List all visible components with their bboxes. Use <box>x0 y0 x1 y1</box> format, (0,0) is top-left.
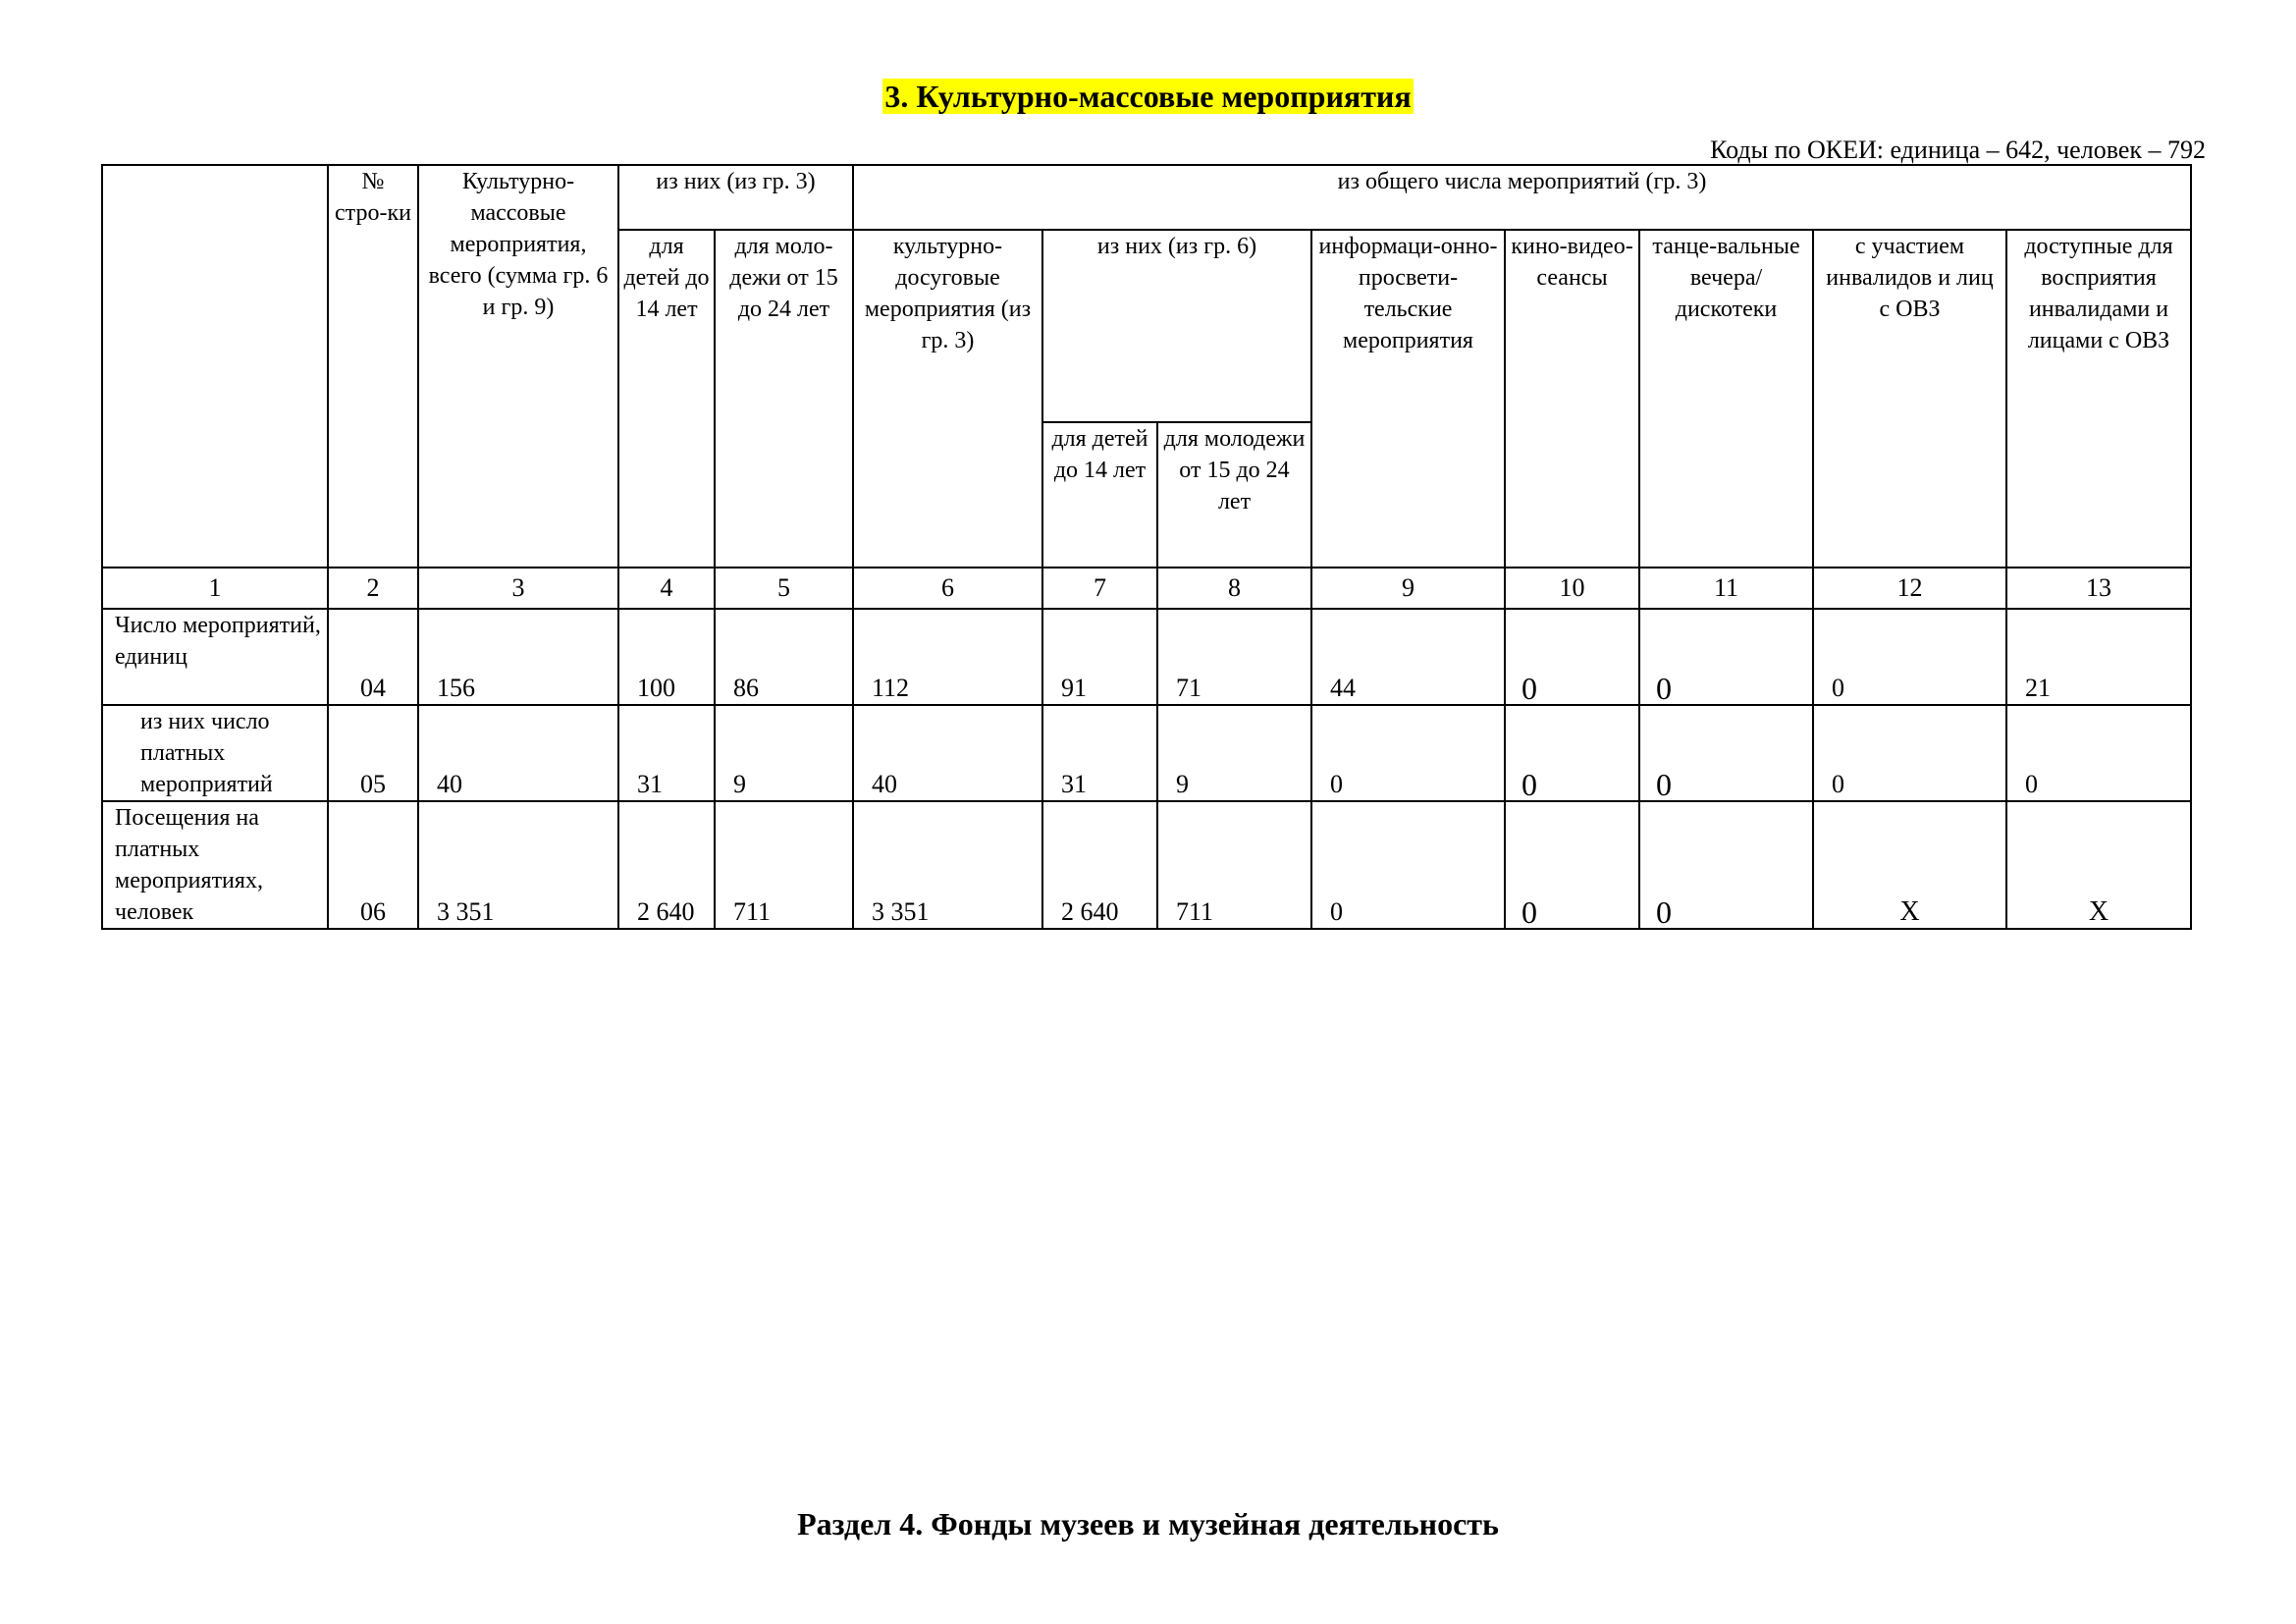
cell-value: 112 <box>853 609 1042 705</box>
header-of-total-g3: из общего числа мероприятий (гр. 3) <box>853 165 2191 230</box>
column-number: 7 <box>1042 568 1157 609</box>
cell-value: 711 <box>715 801 853 929</box>
row-label: из них число платных мероприятий <box>102 705 328 801</box>
section-title-text: 3. Культурно-массовые мероприятия <box>884 79 1412 114</box>
column-number: 1 <box>102 568 328 609</box>
cell-value: 0 <box>1639 609 1813 705</box>
column-number-row <box>102 568 2191 609</box>
header-empty-cell <box>102 165 328 568</box>
header-children-14: для детей до 14 лет <box>618 230 715 568</box>
column-number: 8 <box>1157 568 1311 609</box>
cell-value: X <box>2006 801 2191 929</box>
cell-value: 71 <box>1157 609 1311 705</box>
cell-value: 0 <box>1505 705 1639 801</box>
column-number: 2 <box>328 568 418 609</box>
cell-value: 0 <box>1813 609 2006 705</box>
cell-value: 3 351 <box>853 801 1042 929</box>
cell-value: 44 <box>1311 609 1505 705</box>
cell-value: 0 <box>1505 609 1639 705</box>
header-film: кино-видео-сеансы <box>1505 230 1639 568</box>
cell-value: 86 <box>715 609 853 705</box>
column-number: 13 <box>2006 568 2191 609</box>
cell-value: 711 <box>1157 801 1311 929</box>
cell-value: 0 <box>1813 705 2006 801</box>
cell-value: 91 <box>1042 609 1157 705</box>
row-code: 06 <box>328 801 418 929</box>
header-row-number: № стро-ки <box>328 165 418 568</box>
cell-value: 100 <box>618 609 715 705</box>
header-youth-15-24: для моло-дежи от 15 до 24 лет <box>715 230 853 568</box>
cell-value: 9 <box>715 705 853 801</box>
cell-value: 40 <box>853 705 1042 801</box>
cell-value: X <box>1813 801 2006 929</box>
header-total: Культурно-массовые мероприятия, всего (сумма гр. 6 и гр. 9) <box>418 165 618 568</box>
cell-value: 0 <box>1311 801 1505 929</box>
column-number: 11 <box>1639 568 1813 609</box>
events-table <box>101 164 2192 930</box>
cell-value: 0 <box>1311 705 1505 801</box>
header-of-them-g3: из них (из гр. 3) <box>618 165 853 230</box>
table-row <box>102 801 2191 929</box>
column-number: 10 <box>1505 568 1639 609</box>
header-children-14-g6: для детей до 14 лет <box>1042 422 1157 568</box>
cell-value: 3 351 <box>418 801 618 929</box>
row-code: 05 <box>328 705 418 801</box>
cell-value: 2 640 <box>1042 801 1157 929</box>
cell-value: 31 <box>1042 705 1157 801</box>
cell-value: 2 640 <box>618 801 715 929</box>
section-title <box>0 77 2296 116</box>
column-number: 4 <box>618 568 715 609</box>
cell-value: 0 <box>1505 801 1639 929</box>
column-number: 12 <box>1813 568 2006 609</box>
header-disabled-participation: с участием инвалидов и лиц с ОВЗ <box>1813 230 2006 568</box>
cell-value: 21 <box>2006 609 2191 705</box>
cell-value: 0 <box>1639 801 1813 929</box>
column-number: 5 <box>715 568 853 609</box>
cell-value: 0 <box>1639 705 1813 801</box>
okei-codes: Коды по ОКЕИ: единица – 642, человек – 792 <box>1710 135 2206 164</box>
row-label: Посещения на платных мероприятиях, человек <box>102 801 328 929</box>
header-accessible: доступные для восприятия инвалидами и лицами с ОВЗ <box>2006 230 2191 568</box>
row-code: 04 <box>328 609 418 705</box>
row-label: Число мероприятий, единиц <box>102 609 328 705</box>
column-number: 9 <box>1311 568 1505 609</box>
header-cultural-leisure: культурно-досуговые мероприятия (из гр. 3) <box>853 230 1042 568</box>
header-dance: танце-вальные вечера/ дискотеки <box>1639 230 1813 568</box>
header-of-them-g6: из них (из гр. 6) <box>1042 230 1311 422</box>
next-section-title: Раздел 4. Фонды музеев и музейная деятельность <box>797 1506 1499 1542</box>
column-number: 6 <box>853 568 1042 609</box>
header-youth-15-24-g6: для молодежи от 15 до 24 лет <box>1157 422 1311 568</box>
table-row <box>102 609 2191 705</box>
header-info-edu: информаци-онно-просвети-тельские мероприятия <box>1311 230 1505 568</box>
column-number: 3 <box>418 568 618 609</box>
cell-value: 0 <box>2006 705 2191 801</box>
cell-value: 40 <box>418 705 618 801</box>
table-row <box>102 705 2191 801</box>
cell-value: 156 <box>418 609 618 705</box>
cell-value: 9 <box>1157 705 1311 801</box>
cell-value: 31 <box>618 705 715 801</box>
